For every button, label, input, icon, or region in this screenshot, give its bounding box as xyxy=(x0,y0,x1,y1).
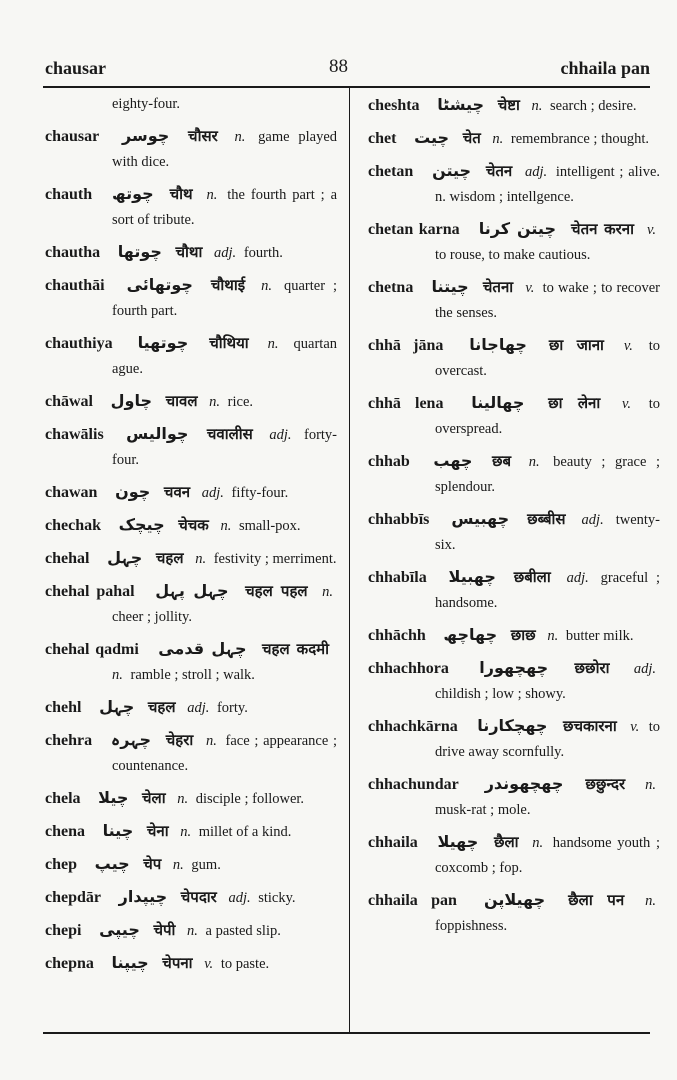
urdu-word: چہل پہل xyxy=(155,581,229,600)
urdu-word: چوالیس xyxy=(126,424,189,443)
urdu-word: چوتھائی xyxy=(126,275,193,294)
hindi-word: छब xyxy=(492,452,512,470)
dictionary-entry xyxy=(368,158,660,210)
urdu-word: چھالینا xyxy=(471,393,525,412)
footer-rule xyxy=(43,1032,650,1034)
urdu-word: چوتھ xyxy=(112,184,154,203)
hindi-word: चहल xyxy=(147,698,176,716)
definition: a pasted slip. xyxy=(205,923,281,939)
dictionary-entry xyxy=(45,578,337,630)
header-last-word: chhaila pan xyxy=(560,58,650,78)
urdu-word: چھاجانا xyxy=(469,335,527,354)
urdu-word: چیپی xyxy=(99,920,140,939)
part-of-speech: adj. xyxy=(201,485,224,501)
dictionary-entry xyxy=(45,123,337,175)
urdu-word: چیپ xyxy=(94,854,130,873)
dictionary-entry xyxy=(368,125,660,152)
urdu-word: چھیلاپن xyxy=(483,890,546,909)
dictionary-entry xyxy=(45,272,337,324)
urdu-word: چھبیلا xyxy=(448,567,496,586)
urdu-word: چوسر xyxy=(122,126,170,145)
hindi-word: चेपदार xyxy=(180,888,217,906)
hindi-word: चौथिया xyxy=(209,334,249,352)
headword: chhā lena xyxy=(368,395,444,412)
hindi-word: चेतना xyxy=(482,278,514,296)
urdu-word: چینا xyxy=(102,821,134,840)
part-of-speech: v. xyxy=(525,280,535,296)
header-rule xyxy=(43,86,650,88)
part-of-speech: n. xyxy=(645,893,657,909)
headword: chela xyxy=(45,790,81,807)
dictionary-entry xyxy=(45,545,337,572)
urdu-word: چھچھورا xyxy=(479,658,549,677)
definition: musk-rat ; mole. xyxy=(435,802,531,818)
definition: to paste. xyxy=(220,956,270,972)
headword: chhachhora xyxy=(368,660,449,677)
hindi-word: छा लेना xyxy=(548,394,601,412)
hindi-word: चवन xyxy=(163,483,191,501)
hindi-word: छछोरा xyxy=(574,659,610,677)
definition: beauty ; grace ; splendour. xyxy=(435,454,661,495)
headword: chāwal xyxy=(45,393,93,410)
urdu-word: چون xyxy=(115,482,151,501)
part-of-speech: v. xyxy=(647,222,657,238)
urdu-word: چہل xyxy=(107,548,143,567)
definition: butter milk. xyxy=(565,628,634,644)
definition: childish ; low ; showy. xyxy=(435,686,566,702)
headword: chehra xyxy=(45,732,93,749)
urdu-word: چیپدار xyxy=(118,887,168,906)
part-of-speech: v. xyxy=(623,338,633,354)
part-of-speech: n. xyxy=(322,584,334,600)
right-column xyxy=(368,92,660,945)
headword: chehal qadmi xyxy=(45,641,139,658)
definition: twenty-six. xyxy=(435,512,660,553)
definition: forty-four. xyxy=(112,427,337,468)
part-of-speech: adj. xyxy=(228,890,251,906)
headword: chepdār xyxy=(45,889,101,906)
definition: fifty-four. xyxy=(231,485,289,501)
urdu-word: چیلا xyxy=(98,788,129,807)
hindi-word: चेप xyxy=(143,855,162,873)
dictionary-entry xyxy=(368,713,660,765)
part-of-speech: n. xyxy=(532,835,544,851)
definition: sticky. xyxy=(258,890,296,906)
headword: chauth xyxy=(45,186,93,203)
dictionary-entry xyxy=(45,950,337,977)
headword: chehl xyxy=(45,699,82,716)
dictionary-entry xyxy=(368,829,660,881)
definition: small-pox. xyxy=(238,518,301,534)
part-of-speech: n. xyxy=(220,518,232,534)
definition: face ; appearance ; countenance. xyxy=(112,733,338,774)
urdu-word: چیچک xyxy=(118,515,165,534)
part-of-speech: n. xyxy=(528,454,540,470)
headword: chepi xyxy=(45,922,82,939)
hindi-word: छाछ xyxy=(510,626,536,644)
hindi-word: चौथ xyxy=(169,185,193,203)
dictionary-entry xyxy=(45,512,337,539)
dictionary-entry xyxy=(368,92,660,119)
definition: to rouse, to make cautious. xyxy=(435,247,591,263)
part-of-speech: n. xyxy=(261,278,272,294)
part-of-speech: n. xyxy=(180,824,192,840)
headword: chetna xyxy=(368,279,414,296)
headword: chausar xyxy=(45,128,100,145)
dictionary-entry xyxy=(368,887,660,939)
hindi-word: चेतन करना xyxy=(571,220,634,238)
definition: foppishness. xyxy=(435,918,508,934)
dictionary-entry xyxy=(368,564,660,616)
hindi-word: छचकारना xyxy=(562,717,617,735)
hindi-word: चेला xyxy=(142,789,166,807)
dictionary-entry xyxy=(45,388,337,415)
dictionary-entry xyxy=(45,239,337,266)
definition: search ; desire. xyxy=(550,98,637,114)
dictionary-entry xyxy=(45,479,337,506)
part-of-speech: n. xyxy=(112,667,123,683)
part-of-speech: n. xyxy=(177,791,189,807)
definition: handsome youth ; coxcomb ; fop. xyxy=(435,835,661,876)
hindi-word: चौथा xyxy=(175,243,203,261)
dictionary-entry xyxy=(368,622,660,649)
headword: chhabbīs xyxy=(368,511,430,528)
urdu-word: چھچھوندر xyxy=(484,774,564,793)
definition: eighty-four. xyxy=(112,96,181,112)
part-of-speech: v. xyxy=(204,956,214,972)
headword: chehal xyxy=(45,550,90,567)
urdu-word: چہل قدمی xyxy=(158,639,247,658)
left-column xyxy=(45,92,337,983)
part-of-speech: n. xyxy=(645,777,657,793)
headword: chhachkārna xyxy=(368,718,458,735)
definition: to overspread. xyxy=(435,396,661,437)
headword: chautha xyxy=(45,244,101,261)
part-of-speech: n. xyxy=(492,131,504,147)
hindi-word: छछुन्दर xyxy=(585,775,626,793)
part-of-speech: n. xyxy=(209,394,221,410)
urdu-word: چوتھیا xyxy=(137,333,189,352)
headword: chawan xyxy=(45,484,98,501)
part-of-speech: adj. xyxy=(269,427,292,443)
hindi-word: चहल xyxy=(155,549,184,567)
hindi-word: चेना xyxy=(146,822,169,840)
definition: to drive away scornfully. xyxy=(435,719,661,760)
definition: festivity ; merriment. xyxy=(213,551,337,567)
part-of-speech: n. xyxy=(206,187,218,203)
definition: ramble ; stroll ; walk. xyxy=(130,667,255,683)
part-of-speech: adj. xyxy=(581,512,604,528)
column-divider xyxy=(349,86,350,1032)
urdu-word: چیتن xyxy=(432,161,472,180)
urdu-word: چھب xyxy=(433,451,473,470)
page-header xyxy=(0,52,677,82)
definition: game played with dice. xyxy=(112,129,338,170)
dictionary-entry xyxy=(368,448,660,500)
headword: cheshta xyxy=(368,97,420,114)
urdu-word: چیتنا xyxy=(431,277,469,296)
headword: chep xyxy=(45,856,77,873)
part-of-speech: adj. xyxy=(187,700,210,716)
hindi-word: चहल कदमी xyxy=(262,640,330,658)
dictionary-entry xyxy=(45,917,337,944)
urdu-word: چھاچھ xyxy=(443,625,498,644)
dictionary-entry xyxy=(45,727,337,779)
part-of-speech: n. xyxy=(172,857,184,873)
hindi-word: चवालीस xyxy=(206,425,253,443)
definition: gum. xyxy=(191,857,221,873)
definition: intelligent ; alive. n. wisdom ; intellgence. xyxy=(435,164,661,205)
hindi-word: चेचक xyxy=(178,516,209,534)
headword: chet xyxy=(368,130,397,147)
hindi-word: चावल xyxy=(165,392,198,410)
hindi-word: चौसर xyxy=(188,127,218,145)
part-of-speech: n. xyxy=(195,551,207,567)
dictionary-entry xyxy=(368,655,660,707)
definition: millet of a kind. xyxy=(198,824,292,840)
part-of-speech: v. xyxy=(622,396,632,412)
part-of-speech: v. xyxy=(630,719,640,735)
hindi-word: चौथाई xyxy=(210,276,246,294)
dictionary-entry xyxy=(45,92,337,117)
headword: chena xyxy=(45,823,85,840)
headword: chhab xyxy=(368,453,410,470)
hindi-word: चेपी xyxy=(153,921,176,939)
urdu-word: چہل xyxy=(99,697,135,716)
part-of-speech: adj. xyxy=(524,164,548,180)
headword: chetan xyxy=(368,163,414,180)
hindi-word: चेपना xyxy=(162,954,193,972)
dictionary-entry xyxy=(368,506,660,558)
hindi-word: चेतन xyxy=(485,162,513,180)
definition: fourth. xyxy=(243,245,283,261)
headword: chetan karna xyxy=(368,221,460,238)
page-number: 88 xyxy=(329,56,348,77)
dictionary-entry xyxy=(45,884,337,911)
definition: to wake ; to recover the senses. xyxy=(435,280,661,321)
hindi-word: चेष्टा xyxy=(497,96,520,114)
urdu-word: چیت xyxy=(414,128,450,147)
headword: chhāchh xyxy=(368,627,426,644)
headword: chhaila pan xyxy=(368,892,457,909)
definition: the fourth part ; a sort of tribute. xyxy=(112,187,338,228)
header-first-word: chausar xyxy=(45,58,107,78)
definition: rice. xyxy=(227,394,254,410)
definition: forty. xyxy=(216,700,248,716)
headword: chehal pahal xyxy=(45,583,135,600)
part-of-speech: n. xyxy=(187,923,198,939)
definition: remembrance ; thought. xyxy=(510,131,649,147)
dictionary-entry xyxy=(45,785,337,812)
headword: chepna xyxy=(45,955,94,972)
urdu-word: چھبیس xyxy=(451,509,510,528)
headword: chhā jāna xyxy=(368,337,444,354)
dictionary-entry xyxy=(368,274,660,326)
dictionary-entry xyxy=(45,636,337,688)
headword: chawālis xyxy=(45,426,104,443)
dictionary-entry xyxy=(45,421,337,473)
dictionary-entry xyxy=(45,181,337,233)
part-of-speech: n. xyxy=(205,733,217,749)
part-of-speech: adj. xyxy=(566,570,589,586)
dictionary-entry xyxy=(368,771,660,823)
definition: quartan ague. xyxy=(112,336,338,377)
headword: chauthāi xyxy=(45,277,105,294)
urdu-word: چھچکارنا xyxy=(477,716,548,735)
definition: quarter ; fourth part. xyxy=(112,278,338,319)
part-of-speech: n. xyxy=(547,628,559,644)
hindi-word: छैला पन xyxy=(568,891,625,909)
headword: chauthiya xyxy=(45,335,113,352)
headword: chhachundar xyxy=(368,776,459,793)
hindi-word: चहल पहल xyxy=(245,582,308,600)
part-of-speech: adj. xyxy=(214,245,237,261)
dictionary-entry xyxy=(368,390,660,442)
headword: chhabīla xyxy=(368,569,427,586)
urdu-word: چیشٹا xyxy=(437,95,485,114)
dictionary-entry xyxy=(45,818,337,845)
dictionary-entry xyxy=(368,332,660,384)
urdu-word: چہرہ xyxy=(110,730,152,749)
hindi-word: छबीला xyxy=(513,568,551,586)
hindi-word: चेत xyxy=(462,129,481,147)
part-of-speech: n. xyxy=(267,336,279,352)
part-of-speech: adj. xyxy=(633,661,656,677)
dictionary-entry xyxy=(45,330,337,382)
headword: chechak xyxy=(45,517,101,534)
part-of-speech: n. xyxy=(531,98,543,114)
hindi-word: छैला xyxy=(493,833,519,851)
headword: chhaila xyxy=(368,834,418,851)
definition: graceful ; handsome. xyxy=(435,570,661,611)
dictionary-entry xyxy=(45,851,337,878)
hindi-word: चेहरा xyxy=(165,731,194,749)
urdu-word: چیتن کرنا xyxy=(478,219,556,238)
dictionary-entry xyxy=(45,694,337,721)
hindi-word: छब्बीस xyxy=(527,510,566,528)
definition: to overcast. xyxy=(435,338,661,379)
part-of-speech: n. xyxy=(234,129,246,145)
urdu-word: چیپنا xyxy=(111,953,149,972)
urdu-word: چاول xyxy=(110,391,152,410)
urdu-word: چھیلا xyxy=(437,832,479,851)
definition: disciple ; follower. xyxy=(195,791,305,807)
dictionary-entry xyxy=(368,216,660,268)
hindi-word: छा जाना xyxy=(548,336,604,354)
urdu-word: چوتھا xyxy=(117,242,162,261)
definition: cheer ; jollity. xyxy=(112,609,192,625)
